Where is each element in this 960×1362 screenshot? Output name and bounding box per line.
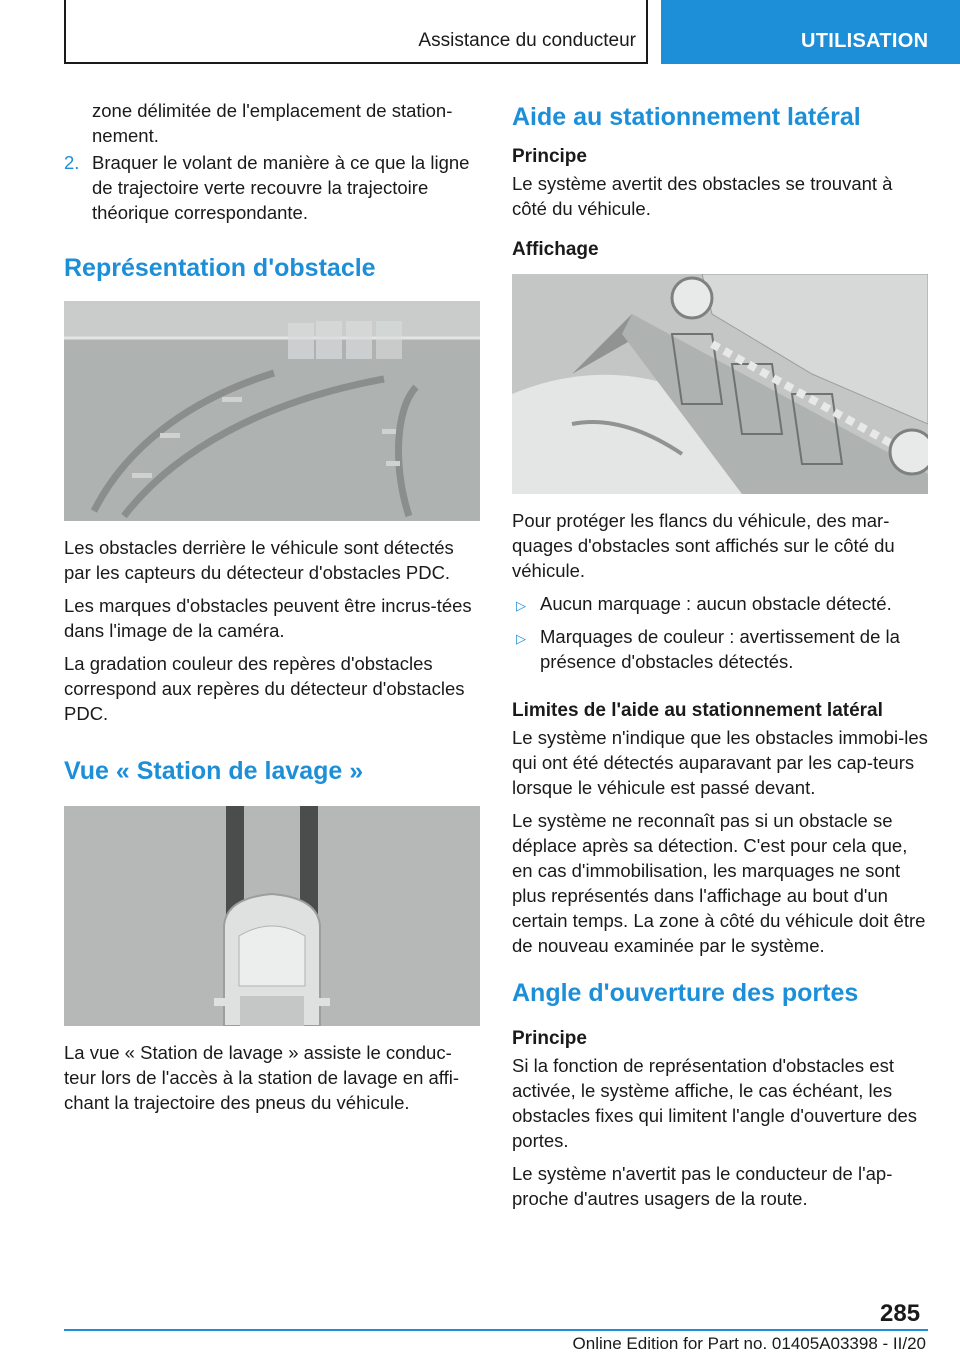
heading-door-opening-angle: Angle d'ouverture des portes [512,979,859,1007]
right-column [512,98,930,1219]
footer-divider [64,1329,928,1331]
paragraph-color-gradation: La gradation couleur des repères d'obstacles correspond aux repères du détecteur d'obstacles PDC. [64,653,465,724]
paragraph-display: Pour protéger les flancs du véhicule, des mar-quages d'obstacles sont affichés sur le côté du véhicule. [512,510,895,581]
heading-obstacle-representation: Représentation d'obstacle [64,254,376,282]
list-item-text: Marquages de couleur : avertissement de la présence d'obstacles détectés. [540,626,900,672]
list-item [512,624,930,674]
subheading-principle-2: Principe [512,1028,587,1049]
step-number: 2. [64,152,80,173]
page-number: 285 [880,1300,921,1327]
step-continuation-text: zone délimitée de l'emplacement de station-nement. [92,100,453,146]
paragraph-obstacles-detected: Les obstacles derrière le véhicule sont détectés par les capteurs du détecteur d'obstacles PDC. [64,537,454,583]
list-item [512,591,930,618]
paragraph-limits-2: Le système ne reconnaît pas si un obstacle se déplace après sa détection. C'est pour cela que, en cas d'immobilisation, les marquages ne sont plus représentés dans l'affichage au bout d'un certain temps. La zone à côté du véhicule doit être de nouveau examinée par le système. [512,810,926,956]
heading-car-wash-view: Vue « Station de lavage » [64,757,364,785]
footer-edition: Online Edition for Part no. 01405A03398 - II/20 [572,1334,926,1353]
marking-bullet-list [512,591,930,674]
heading-side-parking-assist: Aide au stationnement latéral [512,103,861,131]
obstacle-camera-illustration [64,301,480,521]
header-chapter-label: UTILISATION [661,0,960,64]
paragraph-doors-2: Le système n'avertit pas le conducteur de l'ap-proche d'autres usagers de la route. [512,1163,893,1209]
paragraph-limits-1: Le système n'indique que les obstacles immobi-les qui ont été détectés auparavant par les cap-teurs lorsque le véhicule est passé devant. [512,727,928,798]
subheading-limits: Limites de l'aide au stationnement latéral [512,700,883,721]
car-wash-view-illustration [64,806,480,1026]
step-text: Braquer le volant de manière à ce que la ligne de trajectoire verte recouvre la trajectoire théorique correspondante. [92,152,470,223]
triangle-bullet-icon: ▷ [516,598,526,613]
paragraph-car-wash-view: La vue « Station de lavage » assiste le conduc-teur lors de l'accès à la station de lavage en affi-chant la trajectoire des pneus du véhicule. [64,1042,460,1113]
header-section-title: Assistance du conducteur [418,30,636,51]
left-column [64,98,482,1123]
side-parking-display-illustration [512,274,928,494]
subheading-display: Affichage [512,239,599,260]
paragraph-doors-1: Si la fonction de représentation d'obstacles est activée, le système affiche, le cas échéant, les obstacles fixes qui limitent l'angle d'ouverture des portes. [512,1055,918,1151]
paragraph-principle: Le système avertit des obstacles se trouvant à côté du véhicule. [512,173,893,219]
triangle-bullet-icon: ▷ [516,631,526,646]
paragraph-obstacle-marks: Les marques d'obstacles peuvent être incrus-tées dans l'image de la caméra. [64,595,472,641]
subheading-principle: Principe [512,146,587,167]
step-item-2 [64,150,482,225]
list-item-text: Aucun marquage : aucun obstacle détecté. [540,593,892,614]
